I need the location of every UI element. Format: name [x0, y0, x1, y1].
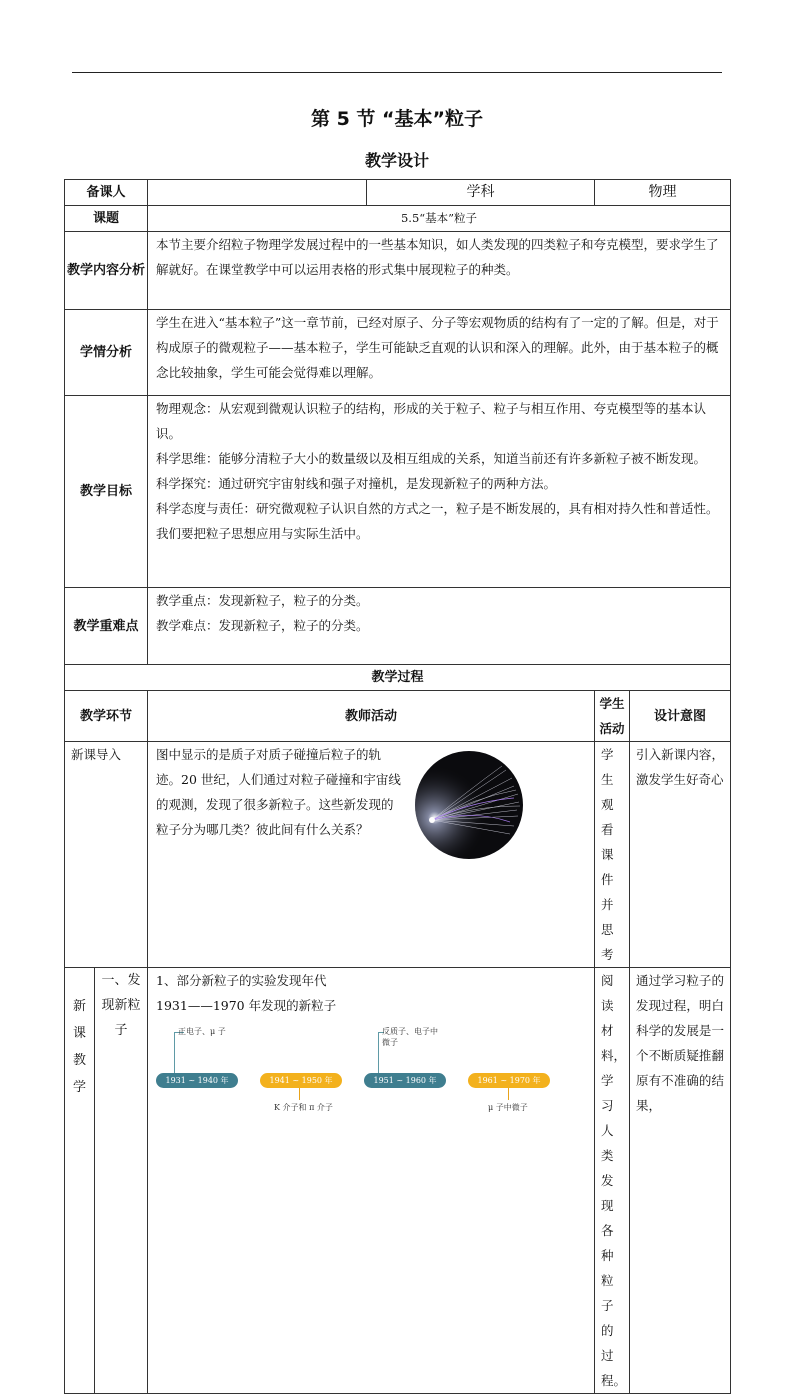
intro-stage: 新课导入 [65, 742, 148, 968]
process-title: 教学过程 [65, 665, 731, 691]
teaching-stage-outer: 新课教学 [65, 968, 95, 1394]
topic-value: 5.5“基本”粒子 [148, 206, 731, 232]
objective-inquiry: 科学探究：通过研究宇宙射线和强子对撞机，是发现新粒子的两种方法。 [156, 476, 557, 491]
objective-thinking: 科学思维：能够分清粒子大小的数量级以及相互组成的关系，知道当前还有许多新粒子被不断发现。 [156, 451, 707, 466]
intro-intent: 引入新课内容，激发学生好奇心 [630, 742, 731, 968]
header-stage: 教学环节 [65, 691, 148, 742]
timeline-connector-3 [378, 1032, 379, 1074]
timeline-note-1: 正电子、μ 子 [178, 1027, 226, 1036]
intro-teacher-text: 图中显示的是质子对质子碰撞后粒子的轨迹。20 世纪，人们通过对粒子碰撞和宇宙线的观测，发现了很多新粒子。这些新发现的粒子分为哪几类？彼此间有什么关系？ [156, 747, 401, 837]
teaching-stage-inner: 一、发现新粒子 [95, 968, 148, 1394]
timeline-period-2: 1941 ~ 1950 年 [260, 1073, 342, 1088]
student-analysis-label: 学情分析 [65, 310, 148, 396]
objectives-label: 教学目标 [65, 396, 148, 588]
objective-physics: 物理观念：从宏观到微观认识粒子的结构，形成的关于粒子、粒子与相互作用、夸克模型等的基本认识。 [156, 401, 707, 441]
objectives-cell [148, 396, 731, 588]
intro-student: 学生观看课件并思考 [595, 742, 630, 968]
preparer-label: 备课人 [65, 180, 148, 206]
timeline-period-3: 1951 ~ 1960 年 [364, 1073, 446, 1088]
topic-label: 课题 [65, 206, 148, 232]
header-student: 学生活动 [595, 691, 630, 742]
teaching-teacher-line2: 1931——1970 年发现的新粒子 [156, 998, 337, 1013]
timeline-period-4: 1961 ~ 1970 年 [468, 1073, 550, 1088]
intro-teacher-cell [148, 742, 595, 968]
lesson-plan-table [64, 179, 731, 1394]
particle-collision-image [414, 750, 524, 860]
discovery-timeline [156, 1018, 594, 1118]
timeline-note-4: μ 子中微子 [488, 1103, 528, 1112]
objective-attitude: 科学态度与责任：研究微观粒子认识自然的方式之一，粒子是不断发展的，具有相对持久性和普适性。我们要把粒子思想应用与实际生活中。 [156, 501, 719, 541]
student-analysis-text: 学生在进入“基本粒子”这一章节前，已经对原子、分子等宏观物质的结构有了一定的了解。但是，对于构成原子的微观粒子——基本粒子，学生可能缺乏直观的认识和深入的理解。此外，由于基本粒子的概念比较抽象，学生可能会觉得难以理解。 [148, 310, 731, 396]
key-points-cell [148, 588, 731, 665]
preparer-value [148, 180, 367, 206]
timeline-connector-2 [299, 1088, 300, 1100]
timeline-period-1: 1931 ~ 1940 年 [156, 1073, 238, 1088]
subject-value: 物理 [595, 180, 731, 206]
header-intent: 设计意图 [630, 691, 731, 742]
page-title: 第 5 节 “基本”粒子 [310, 108, 484, 130]
page-subtitle: 教学设计 [364, 151, 429, 170]
timeline-connector-1 [174, 1032, 175, 1074]
timeline-connector-4 [508, 1088, 509, 1100]
header-teacher: 教师活动 [148, 691, 595, 742]
content-analysis-label: 教学内容分析 [65, 232, 148, 310]
teaching-intent: 通过学习粒子的发现过程，明白科学的发展是一个不断质疑推翻原有不准确的结果， [630, 968, 731, 1394]
teaching-teacher-line1: 1、部分新粒子的实验发现年代 [156, 973, 327, 988]
header-rule [72, 72, 722, 73]
content-analysis-text: 本节主要介绍粒子物理学发展过程中的一些基本知识，如人类发现的四类粒子和夸克模型，要求学生了解就好。在课堂教学中可以运用表格的形式集中展现粒子的种类。 [148, 232, 731, 310]
key-point-focus: 教学重点：发现新粒子，粒子的分类。 [156, 593, 369, 608]
key-point-difficulty: 教学难点：发现新粒子，粒子的分类。 [156, 618, 369, 633]
timeline-note-3: 反质子、电子中微子 [382, 1027, 439, 1047]
key-points-label: 教学重难点 [65, 588, 148, 665]
timeline-note-2: K 介子和 π 介子 [274, 1103, 333, 1112]
teaching-student: 阅读材料，学习人类发现各种粒子的过程。 [595, 968, 630, 1394]
subject-label: 学科 [367, 180, 595, 206]
teaching-teacher-cell [148, 968, 595, 1394]
